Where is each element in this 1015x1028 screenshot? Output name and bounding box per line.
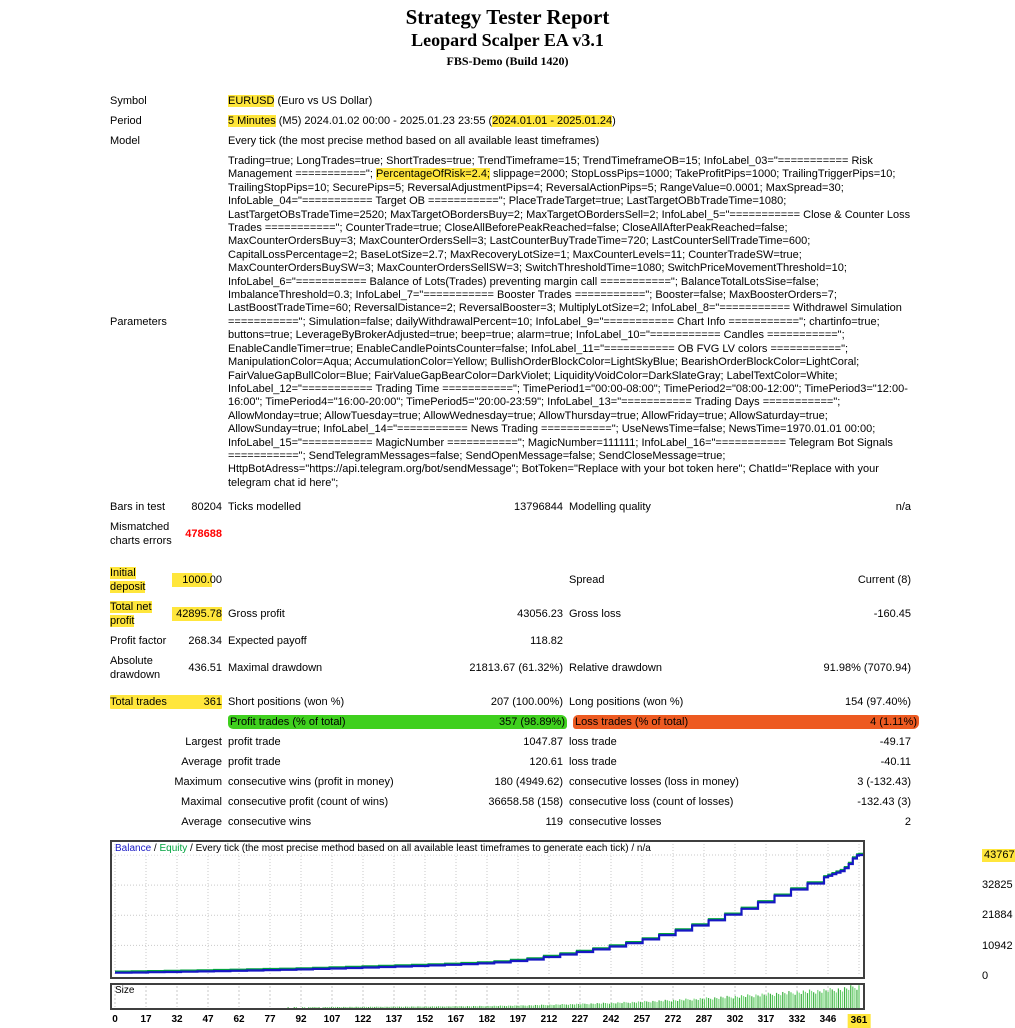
stats-col3 <box>569 755 911 769</box>
info-label-period: Period <box>110 115 142 127</box>
stats-value: 1000.00 <box>172 573 222 587</box>
stats-col3 <box>569 500 911 514</box>
balance-chart <box>110 840 865 979</box>
stats-col1 <box>110 695 222 709</box>
balance-chart-area <box>110 840 1015 1028</box>
x-tick-label: 32 <box>171 1014 183 1026</box>
stats-col2 <box>228 775 563 789</box>
stats-label: loss trade <box>569 736 617 749</box>
stats-value: 4 (1.11%) <box>870 716 917 729</box>
stats-row <box>110 631 911 651</box>
stats-col1 <box>110 755 222 769</box>
x-tick-label: 167 <box>447 1014 465 1026</box>
test-info-table <box>110 95 911 490</box>
stats-label: consecutive profit (count of wins) <box>228 796 389 809</box>
stats-label: consecutive losses (loss in money) <box>569 776 739 789</box>
info-label-model: Model <box>110 135 140 147</box>
report-header <box>0 0 1015 69</box>
highlighted-text: 5 Minutes <box>228 115 276 127</box>
stats-value: 207 (100.00%) <box>490 696 563 709</box>
highlighted-text: PercentageOfRisk=2.4; <box>375 168 490 181</box>
x-tick-label: 302 <box>726 1014 744 1026</box>
stats-col1 <box>110 600 222 628</box>
lot-size-bars <box>112 985 863 1008</box>
equity-line <box>115 854 863 972</box>
x-tick-label: 152 <box>416 1014 434 1026</box>
x-tick-label: 137 <box>385 1014 403 1026</box>
x-tick-label: 317 <box>757 1014 775 1026</box>
stats-label: loss trade <box>569 756 617 769</box>
stats-value: 119 <box>545 816 563 829</box>
info-value-symbol <box>228 95 911 108</box>
stats-value: Current (8) <box>857 574 911 587</box>
stats-col1 <box>110 654 222 682</box>
x-tick-label: 92 <box>295 1014 307 1026</box>
stats-col2 <box>228 795 563 809</box>
info-label-parameters: Parameters <box>110 316 167 329</box>
x-tick-label: 287 <box>695 1014 713 1026</box>
x-tick-label: 242 <box>602 1014 620 1026</box>
stats-value: -40.11 <box>880 756 911 769</box>
y-tick-label: 0 <box>982 969 989 982</box>
report-title: Strategy Tester Report <box>405 5 610 29</box>
stats-row <box>110 517 911 551</box>
stats-value: -49.17 <box>879 736 911 749</box>
stats-col3 <box>569 573 911 587</box>
stats-value: 436.51 <box>188 662 222 675</box>
stats-row <box>110 651 911 685</box>
stats-col2 <box>228 661 563 675</box>
x-tick-label: 227 <box>571 1014 589 1026</box>
info-value-parameters <box>228 155 911 490</box>
x-tick-label: 182 <box>478 1014 496 1026</box>
stats-label: Average <box>181 816 222 829</box>
stats-row <box>110 597 911 631</box>
size-panel-label: Size <box>115 985 135 997</box>
y-tick-label: 32825 <box>982 879 1013 892</box>
stats-label-text: Mismatched charts errors <box>110 521 172 548</box>
info-row-parameters <box>110 155 911 490</box>
stats-value: 268.34 <box>188 635 222 648</box>
stats-col2 <box>228 695 563 709</box>
stats-label <box>110 634 172 648</box>
stats-value: 1047.87 <box>523 736 563 749</box>
info-value-period <box>228 115 911 128</box>
stats-value: 91.98% (7070.94) <box>823 662 911 675</box>
legend-text: / <box>151 843 160 855</box>
balance-line <box>115 855 863 973</box>
stats-value: 478688 <box>185 528 222 541</box>
size-bars <box>288 985 860 1008</box>
x-tick-label: 212 <box>540 1014 558 1026</box>
stats-label: Spread <box>569 574 605 587</box>
stats-value: 2 <box>904 816 911 829</box>
info-row-period <box>110 115 911 128</box>
x-axis-labels <box>110 1012 1015 1028</box>
stats-label: Largest <box>185 736 222 749</box>
x-tick-label: 77 <box>264 1014 276 1026</box>
stats-label-text: Profit factor <box>110 635 167 648</box>
stats-col3 <box>569 735 911 749</box>
balance-equity-plot <box>112 842 863 977</box>
stats-row <box>110 792 911 812</box>
stats-value: -132.43 (3) <box>857 796 911 809</box>
stats-value: 154 (97.40%) <box>844 696 911 709</box>
stats-label: Loss trades (% of total) <box>575 716 689 729</box>
info-value-model <box>228 135 911 148</box>
stats-label-text: Total net profit <box>110 601 152 628</box>
chart-gridlines <box>112 844 863 976</box>
x-tick-label: 62 <box>233 1014 245 1026</box>
stats-label: Maximum <box>174 776 222 789</box>
stats-row <box>110 752 911 772</box>
stats-row <box>110 692 911 712</box>
stats-label: consecutive wins (profit in money) <box>228 776 394 789</box>
stats-value: 180 (4949.62) <box>494 776 563 789</box>
text-part: Trading=true; LongTrades=true; ShortTrades=true; TrendTimeframe=15; TrendTimeframeOB=15; InfoLabel_03="=========== Risk Management ==========="; <box>228 155 873 181</box>
x-tick-label: 0 <box>112 1014 118 1026</box>
info-row-symbol <box>110 95 911 108</box>
stats-label: Expected payoff <box>228 635 307 648</box>
stats-label: Maximal drawdown <box>228 662 323 675</box>
stats-value: 3 (-132.43) <box>857 776 911 789</box>
x-tick-label: 17 <box>140 1014 152 1026</box>
stats-value: 42895.78 <box>172 607 222 621</box>
stats-col2 <box>228 634 563 648</box>
stats-label: consecutive wins <box>228 816 312 829</box>
stats-col1 <box>110 795 222 809</box>
x-tick-label: 361 <box>848 1014 871 1028</box>
stats-label: Short positions (won %) <box>228 696 345 709</box>
stats-label: Ticks modelled <box>228 501 301 514</box>
stats-label: profit trade <box>228 736 281 749</box>
stats-value: -160.45 <box>873 608 911 621</box>
stats-col3 <box>573 715 919 729</box>
stats-label: consecutive loss (count of losses) <box>569 796 734 809</box>
x-tick-label: 107 <box>323 1014 341 1026</box>
stats-label: Average <box>181 756 222 769</box>
stats-col1 <box>110 775 222 789</box>
info-label-symbol: Symbol <box>110 95 147 107</box>
stats-col1 <box>110 634 222 648</box>
text-part: (Euro vs US Dollar) <box>274 95 373 107</box>
x-tick-label: 47 <box>202 1014 214 1026</box>
stats-label-text: Total trades <box>110 696 167 709</box>
stats-label: Long positions (won %) <box>569 696 684 709</box>
stats-label: Profit trades (% of total) <box>230 716 346 729</box>
stats-row <box>110 812 911 832</box>
text-part: (M5) 2024.01.02 00:00 - 2025.01.23 23:55 ( <box>275 115 493 127</box>
size-panel <box>110 983 865 1010</box>
stats-label: Maximal <box>181 796 222 809</box>
stats-col2 <box>228 500 563 514</box>
stats-col3 <box>569 795 911 809</box>
stats-col3 <box>569 775 911 789</box>
equity-legend-label: Equity <box>159 843 188 855</box>
stats-label: Relative drawdown <box>569 662 662 675</box>
chart-legend <box>115 843 651 855</box>
legend-text: / Every tick (the most precise method based on all available least timeframes to generate each tick) / n/a <box>187 843 651 855</box>
stats-label <box>110 600 172 628</box>
stats-label: consecutive losses <box>569 816 662 829</box>
stats-col3 <box>569 695 911 709</box>
stats-col3 <box>569 815 911 829</box>
stats-row <box>110 772 911 792</box>
stats-value: 357 (98.89%) <box>498 716 565 729</box>
y-tick-label: 21884 <box>982 909 1013 922</box>
stats-col2 <box>228 715 567 729</box>
stats-label <box>110 566 172 594</box>
stats-col1 <box>110 566 222 594</box>
stats-label: Gross profit <box>228 608 285 621</box>
x-tick-label: 257 <box>633 1014 651 1026</box>
stats-label: Modelling quality <box>569 501 651 514</box>
stats-label <box>110 695 172 709</box>
stats-value: 21813.67 (61.32%) <box>469 662 563 675</box>
stats-label: profit trade <box>228 756 281 769</box>
y-tick-label: 43767 <box>984 849 1015 862</box>
stats-value: 120.61 <box>529 756 563 769</box>
highlighted-text: 2024.01.01 - 2025.01.24 <box>492 115 613 127</box>
x-tick-label: 346 <box>819 1014 837 1026</box>
text-part: Every tick (the most precise method based on all available least timeframes) <box>228 135 600 147</box>
stats-label: Gross loss <box>569 608 621 621</box>
stats-row <box>110 732 911 752</box>
balance-legend-label: Balance <box>115 843 152 855</box>
stats-value: 80204 <box>191 501 222 514</box>
stats-label <box>110 500 172 514</box>
stats-value: 118.82 <box>530 635 563 648</box>
stats-label-text: Absolute drawdown <box>110 655 161 682</box>
results-table <box>110 497 917 832</box>
stats-col1 <box>110 520 222 548</box>
highlighted-text: EURUSD <box>228 95 275 107</box>
stats-col1 <box>110 500 222 514</box>
x-tick-label: 197 <box>509 1014 527 1026</box>
ea-name: Leopard Scalper EA v3.1 <box>411 30 604 50</box>
stats-row <box>110 712 917 732</box>
stats-value: 13796844 <box>514 501 563 514</box>
server-build: FBS-Demo (Build 1420) <box>446 54 569 68</box>
info-row-model <box>110 135 911 148</box>
stats-value: 36658.58 (158) <box>488 796 563 809</box>
x-tick-label: 332 <box>788 1014 806 1026</box>
stats-col3 <box>569 607 911 621</box>
stats-row <box>110 563 911 597</box>
stats-value: 43056.23 <box>517 608 563 621</box>
stats-label-text: Initial deposit <box>110 567 146 594</box>
x-tick-label: 122 <box>354 1014 372 1026</box>
stats-col2 <box>228 815 563 829</box>
stats-col1 <box>110 735 222 749</box>
stats-value: n/a <box>895 501 911 514</box>
stats-col3 <box>569 661 911 675</box>
stats-label <box>110 654 172 682</box>
stats-label <box>110 520 172 548</box>
y-tick-label: 10942 <box>982 939 1013 952</box>
stats-value: 361 <box>203 696 222 709</box>
stats-col2 <box>228 607 563 621</box>
stats-row <box>110 497 911 517</box>
stats-label-text: Bars in test <box>110 501 166 514</box>
stats-col1 <box>110 815 222 829</box>
text-part: ) <box>612 115 616 127</box>
stats-col2 <box>228 755 563 769</box>
x-tick-label: 272 <box>664 1014 682 1026</box>
text-part: slippage=2000; StopLossPips=1000; TakeProfitPips=1000; TrailingTriggerPips=10; TrailingStopPips=10; SecurePips=5; ReversalAdjustmentPips=4; ReversalActionPips=5; RangeValue=0.0001; MaxSpread=30; InfoLable_04="=========== Target OB ==========="; PlaceTradeTarget=true; LastTargetOBbTradeTime=1080; LastTargetOBsTradeTime=2520; MaxTargetOBordersBuy=2; MaxTargetOBordersSell=2; InfoLabel_5="=========== Close & Counter Loss Trades ==========="; CounterTrade=true; CloseAllBeforePeakReached=false; CloseAllAfterPeakReached=false; MaxCounterOrdersBuy=3; MaxCounterOrdersSell=3; LastCounterBuyTradeTime=720; LastCounterSellTradeTime=600; CapitalLossPercentage=2; BaseLotSize=2.7; MaxRecoveryLotSize=1; MaxCounterLevels=11; CounterTradeSW=true; MaxCounterOrdersBuySW=3; MaxCounterOrdersSellSW=3; SwitchThresholdTime=1080; SwitchPriceMovementThreshold=10; InfoLabel_6="=========== Balance of Lots(Trades) preventing margin call ==========="; BalanceTotalLotsSise=false; ImbalanceThreshold=0.3; InfoLabel_7="=========== Booster Trades ==========="; Booster=false; MaxBoosterOrders=7; LastBoostTradeTime=60; ReversalDistance=2; ReversalBooster=3; MultiplyLotSize=2; InfoLabel_8="=========== Withdrawel Simulation ==========="; Simulation=false; dailyWithdrawalPercent=10; InfoLabel_9="=========== Chart Info ==========="; chartinfo=true; buttons=true; LeverageByBrokerAdjusted=true; beep=true; alarm=true; InfoLabel_10="=========== Candles ==========="; EnableCandleTimer=true; EnableCandlePointsCounter=false; InfoLabel_11="=========== OB FVG LV colors ==========="; ManipulationColor=Aqua; AccumulationColor=Yellow; BullishOrderBlockColor=LightSkyBlue; BearishOrderBlockColor=LightCoral; FairValueGapBullColor=Blue; FairValueGapBearColor=DarkViolet; LiquidityVoidColor=DarkSlateGray; LabelTextColor=White; InfoLabel_12="=========== Trading Time ==========="; TimePeriod1="00:00-08:00"; TimePeriod2="08:00-12:00"; TimePeriod3="12:00-16:00"; TimePeriod4="16:00-20:00"; TimePeriod5="20:00-23:59"; InfoLabel_13="=========== Trading Days ==========="; AllowMonday=true; AllowTuesday=true; AllowWednesday=true; AllowThursday=true; AllowFriday=true; AllowSaturday=true; AllowSunday=true; InfoLabel_14="=========== News Trading ==========="; UseNewsTime=false; NewsTime=1970.01.01 00:00; InfoLabel_15="=========== MagicNumber ==========="; MagicNumber=111111; InfoLabel_16="=========== Telegram Bot Signals ==========="; SendTelegramMessages=false; SendOpenMessage=false; SendCloseMessage=true; HttpBotAdress="https://api.telegram.org/bot/sendMessage"; BotToken="Replace with your bot token here"; ChatId="Replace with your telegram chat id here"; <box>228 168 911 489</box>
stats-col2 <box>228 735 563 749</box>
